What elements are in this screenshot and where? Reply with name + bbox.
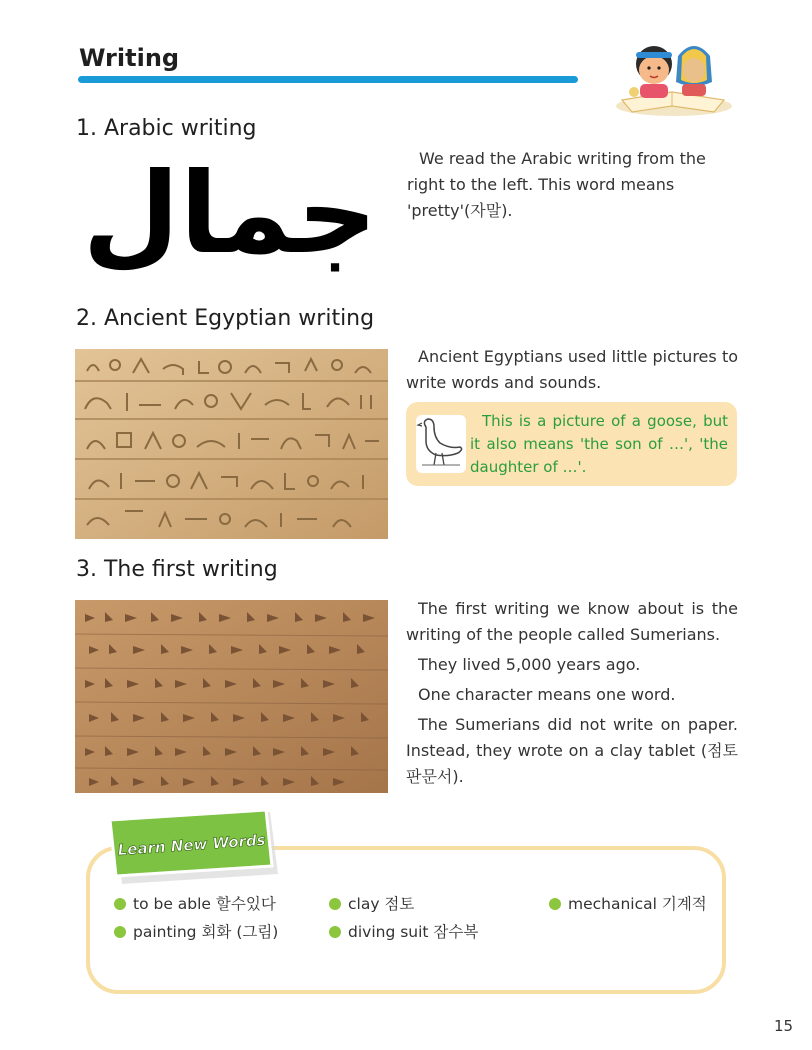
hieroglyphs-photo [75, 349, 388, 539]
arabic-word-image [82, 149, 378, 282]
bullet-dot [549, 898, 561, 910]
learn-new-words-label: Learn New Words [117, 830, 267, 860]
kids-reading-illustration [614, 38, 732, 118]
section-heading-egyptian: 2. Ancient Egyptian writing [76, 306, 375, 331]
page-title: Writing [79, 44, 180, 72]
title-underline [78, 76, 578, 83]
word-item: to be able 할수있다 [114, 892, 276, 914]
bullet-dot [329, 926, 341, 938]
word-item: clay 점토 [329, 892, 414, 914]
bullet-dot [329, 898, 341, 910]
goose-note-box [406, 402, 737, 486]
arabic-paragraph: We read the Arabic writing from the right to the left. This word means 'pretty'(자말). [407, 149, 706, 220]
first-writing-paragraph-1: The first writing we know about is the writing of the people called Sumerians. [406, 599, 738, 644]
bullet-dot [114, 898, 126, 910]
first-writing-paragraph-3: One character means one word. [418, 685, 676, 704]
goose-hieroglyph-image [416, 415, 466, 473]
word-item: painting 회화 (그림) [114, 920, 278, 942]
egyptian-paragraph: Ancient Egyptians used little pictures to write words and sounds. [406, 347, 738, 392]
first-writing-text [406, 596, 738, 794]
learn-new-words-tag [108, 810, 280, 892]
page-number: 15 [774, 1017, 794, 1035]
word-item: mechanical 기계적 [549, 892, 707, 914]
first-writing-paragraph-4: The Sumerians did not write on paper. Instead, they wrote on a clay tablet (점토 판문서). [406, 715, 738, 786]
goose-note-text: This is a picture of a goose, but it also means 'the son of …', 'the daughter of …'. [470, 412, 728, 476]
arabic-word: جمال [82, 149, 378, 279]
section-heading-arabic: 1. Arabic writing [76, 116, 257, 141]
word-item: diving suit 잠수복 [329, 920, 478, 942]
cuneiform-tablet-photo [75, 600, 388, 793]
first-writing-paragraph-2: They lived 5,000 years ago. [418, 655, 641, 674]
bullet-dot [114, 926, 126, 938]
section-heading-first-writing: 3. The first writing [76, 557, 278, 582]
